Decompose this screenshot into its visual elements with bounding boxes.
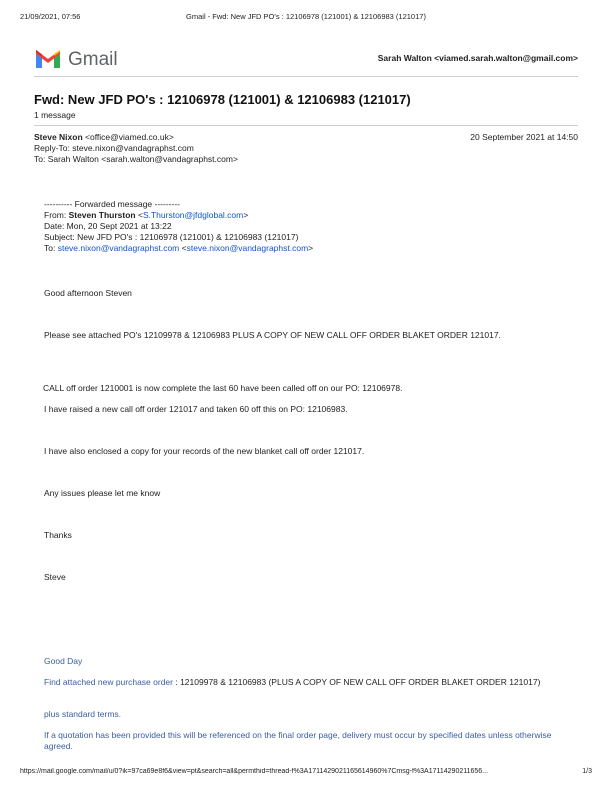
quoted-find-rest: : 12109978 & 12106983 (PLUS A COPY OF NEW CALL OFF ORDER BLAKET ORDER 121017) (173, 677, 541, 687)
account-address: Sarah Walton <viamed.sarah.walton@gmail.com> (377, 53, 578, 63)
forward-from-close: > (243, 210, 249, 220)
body-thanks: Thanks (44, 530, 72, 540)
forward-to-email-link-2[interactable]: steve.nixon@vandagraphst.com (186, 243, 309, 253)
forward-to-label: To: (44, 243, 58, 253)
body-paragraph-1: Please see attached PO's 12109978 & 12106983 PLUS A COPY OF NEW CALL OFF ORDER BLAKET ORDER 121017. (44, 330, 501, 340)
body-paragraph-2: CALL off order 1210001 is now complete the last 60 have been called off on our PO: 12106978. (43, 383, 403, 393)
quoted-quotation-note: If a quotation has been provided this will be referenced on the final order page, delivery must occur by specified dates unless otherwise agreed. (44, 730, 552, 751)
forward-to-email-link[interactable]: steve.nixon@vandagraphst.com (57, 243, 180, 253)
forward-divider: ---------- Forwarded message --------- (44, 199, 180, 209)
message-count: 1 message (34, 110, 76, 120)
forward-date: Date: Mon, 20 Sept 2021 at 13:22 (44, 221, 172, 231)
forward-from-label: From: (44, 210, 69, 220)
print-title: Gmail - Fwd: New JFD PO's : 12106978 (121001) & 12106983 (121017) (186, 12, 426, 21)
subject-divider (34, 125, 578, 126)
quoted-attachment-line (44, 677, 564, 688)
gmail-logo-text: Gmail (68, 49, 118, 70)
body-greeting: Good afternoon Steven (44, 288, 132, 298)
gmail-logo (34, 44, 134, 72)
quoted-find-link[interactable]: Find attached new purchase order (44, 677, 173, 687)
forward-to-close: > (308, 243, 314, 253)
quoted-terms: plus standard terms. (44, 709, 122, 719)
body-signoff: Steve (44, 572, 66, 582)
gmail-logo-icon (34, 44, 134, 72)
print-timestamp: 21/09/2021, 07:56 (20, 12, 81, 21)
forward-subject: Subject: New JFD PO's : 12106978 (121001) & 12106983 (121017) (44, 232, 299, 242)
sender-email: <office@viamed.co.uk> (85, 132, 174, 142)
page-number: 1/3 (582, 768, 592, 775)
forward-to (44, 243, 313, 254)
thread-subject: Fwd: New JFD PO's : 12106978 (121001) & 12106983 (121017) (34, 92, 411, 107)
forward-from-open: < (135, 210, 143, 220)
forward-from-email-link[interactable]: S.Thurston@jfdglobal.com (142, 210, 244, 220)
forward-from-name: Steven Thurston (68, 210, 136, 220)
quoted-good-day: Good Day (44, 656, 83, 666)
sender-name: Steve Nixon (34, 132, 83, 142)
forward-from (44, 210, 248, 221)
print-url: https://mail.google.com/mail/u/0?ik=97ca69e8f6&view=pt&search=all&permthid=thread-f%3A1711429021165614960%7Cmsg-f%3A17114290211656... (20, 768, 489, 775)
body-paragraph-5: Any issues please let me know (44, 488, 161, 498)
body-paragraph-3: I have raised a new call off order 121017 and taken 60 off this on PO: 12106983. (44, 404, 348, 414)
header-divider (34, 76, 578, 77)
sender-line (34, 132, 174, 142)
message-date: 20 September 2021 at 14:50 (470, 132, 578, 142)
reply-to: Reply-To: steve.nixon@vandagraphst.com (34, 143, 194, 153)
recipient-line: To: Sarah Walton <sarah.walton@vandagraphst.com> (34, 154, 238, 164)
forward-to-open: < (179, 243, 187, 253)
body-paragraph-4: I have also enclosed a copy for your records of the new blanket call off order 121017. (44, 446, 365, 456)
